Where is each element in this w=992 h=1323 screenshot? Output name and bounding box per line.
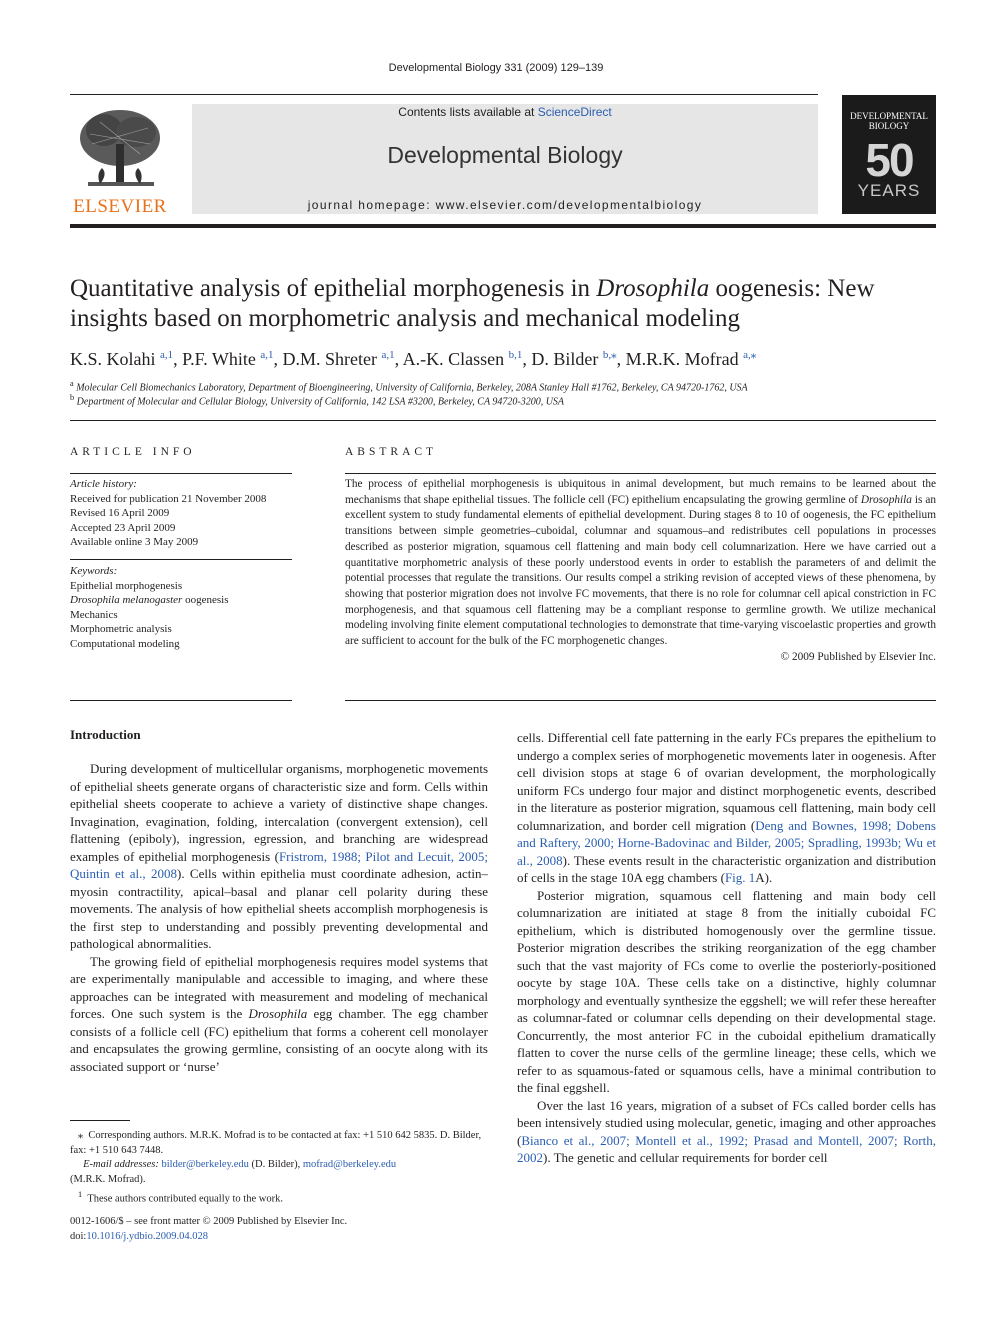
paragraph: The growing field of epithelial morphogenesis requires model systems that are experimentally manipulable and accessible to imaging, and where these approaches can be integrated with measurement and modeling of mechanical forces. One such system is the Drosophila egg chamber. The egg chamber consists of a follicle cell (FC) epithelium that forms a coherent cell monolayer and encapsulates the growing germline, consisting of an oocyte along with its associated support or ‘nurse’ bbox=[70, 953, 488, 1074]
abstract-text: The process of epithelial morphogenesis is ubiquitous in animal development, but much remains to be learned about the mechanisms that shape epithelial tissues. The follicle cell (FC) epithelium encapsulating the growing germline of Drosophila is an excellent system to study fundamental elements of epithelial development. During stages 8 to 10 of oogenesis, the FC epithelium transitions between simple geometries–cuboidal, columnar and squamous–and redistributes cell populations in processes described as posterior migration, squamous cell flattening and main body cell columnarization. Here we have carried out a quantitative morphometric analysis of these poorly understood events in order to establish the parameters of and delimit the potential processes that regulate the transitions. Our results compel a striking revision of accepted views of these phenomena, by showing that posterior migration does not involve FC movements, that there is no role for columnar cell apical constriction in FC morphogenesis, and that squamous cell flattening may be a compliant response to germline growth. We utilize mechanical modeling involving finite element computational technologies to demonstrate that time-varying viscoelastic properties and growth are sufficient to account for the bulk of the FC morphogenetic changes. © 2009 Published by Elsevier Inc. bbox=[345, 477, 936, 665]
author: M.R.K. Mofrad $^{a,⁎}$ bbox=[625, 349, 757, 369]
author: D. Bilder $^{b,⁎}$, bbox=[531, 349, 626, 369]
journal-citation: Developmental Biology 331 (2009) 129–139 bbox=[388, 62, 604, 74]
author: A.-K. Classen $^{b,1}$, bbox=[402, 349, 532, 369]
abstract-divider-bottom bbox=[345, 700, 936, 701]
footnote-rule bbox=[70, 1120, 130, 1121]
history-online: Available online 3 May 2009 bbox=[70, 536, 199, 548]
corresponding-author-note: ⁎ Corresponding authors. M.R.K. Mofrad is to be contacted at fax: +1 510 642 5835. D. Bilder, fax: +1 510 643 7448. bbox=[70, 1130, 482, 1156]
affiliation-b: $^b$ Department of Molecular and Cellular Biology, University of California, 142 LSA #3200, Berkeley, CA 94720-3200, USA bbox=[70, 393, 565, 408]
affiliation-a: $^a$ Molecular Cell Biomechanics Laboratory, Department of Bioengineering, University of California, Berkeley, 208A Stanley Hall #1762, Berkeley, CA 94720-1762, USA bbox=[70, 379, 748, 394]
citation-link[interactable]: Fristrom, 1988; Pilot and Lecuit, 2005; Quintin et al., 2008 bbox=[70, 848, 488, 881]
doi-link[interactable]: 10.1016/j.ydbio.2009.04.028 bbox=[86, 1230, 208, 1242]
article-history bbox=[70, 477, 292, 550]
info-divider-mid bbox=[70, 559, 292, 560]
abstract-heading: ABSTRACT bbox=[345, 446, 438, 458]
email-addresses: E-mail addresses: bilder@berkeley.edu (D. Bilder), mofrad@berkeley.edu (M.R.K. Mofrad). bbox=[70, 1159, 397, 1185]
article-info-heading: ARTICLE INFO bbox=[70, 446, 196, 458]
contents-available bbox=[192, 105, 818, 119]
article-title bbox=[70, 274, 940, 334]
front-matter-meta bbox=[70, 1215, 490, 1244]
email-link[interactable]: mofrad@berkeley.edu bbox=[302, 1159, 397, 1170]
keyword: Mechanics bbox=[70, 608, 118, 621]
citation-link[interactable]: Bianco et al., 2007; Montell et al., 1992; Prasad and Montell, 2007; Rorth, 2002 bbox=[517, 1132, 936, 1165]
keyword: Morphometric analysis bbox=[70, 623, 172, 635]
cover-title bbox=[842, 111, 936, 131]
section-heading-introduction: Introduction bbox=[70, 727, 141, 742]
email-link[interactable]: bilder@berkeley.edu bbox=[161, 1159, 249, 1170]
paragraph: cells. Differential cell fate patterning in the early FCs prepares the epithelium to undergo a complex series of morphogenetic movements later in oogenesis. After cell division stops at stage 6 of ovarian development, the morphologically uniform FCs undergo four major and distinct morphogenetic events, described in the literature as posterior migration, squamous cell flattening, main body cell columnarization, and border cell migration (Deng and Bownes, 1998; Dobens and Raftery, 2000; Horne-Badovinac and Bilder, 2005; Spradling, 1993b; Wu et al., 2008). These events result in the characteristic organization and distribution of cells in the stage 10A egg chambers (Fig. 1A). bbox=[517, 730, 936, 885]
abstract-divider-top bbox=[345, 473, 936, 474]
equal-contribution-note: $^1$ These authors contributed equally to the work. bbox=[77, 1189, 283, 1205]
issn-line: 0012-1606/$ – see front matter © 2009 Published by Elsevier Inc. bbox=[70, 1216, 348, 1227]
title-part-1: Quantitative analysis of epithelial morphogenesis in bbox=[70, 275, 597, 302]
keywords-label: Keywords: bbox=[70, 565, 118, 577]
keywords bbox=[70, 564, 292, 651]
paragraph: During development of multicellular organisms, morphogenetic movements of epithelial sheets generate organs of characteristic size and form. Cells within epithelial sheets cooperate to achieve a variety of distinctive shape changes. Invagination, evagination, folding, intercalation (convergent extension), cell flattening (epiboly), ingression, egression, and branching are widespread examples of epithelial morphogenesis (Fristrom, 1988; Pilot and Lecuit, 2005; Quintin et al., 2008). Cells within epithelia must coordinate adhesion, actin–myosin contractility, apical–basal and planar cell polarity during these movements. The analysis of how epithelial sheets accomplish morphogenesis is the first step to understanding and possibly preventing developmental and pathological abnormalities. bbox=[70, 761, 488, 951]
journal-homepage[interactable]: journal homepage: www.elsevier.com/developmentalbiology bbox=[307, 198, 703, 212]
body-column-left bbox=[70, 760, 488, 1075]
footnotes bbox=[70, 1129, 490, 1207]
author: K.S. Kolahi $^{a,1}$, bbox=[70, 349, 183, 369]
header-top-rule bbox=[70, 94, 818, 95]
cover-title-line-1: DEVELOPMENTAL bbox=[850, 111, 928, 121]
keyword: Computational modeling bbox=[70, 637, 180, 650]
paragraph: Posterior migration, squamous cell flattening and main body cell columnarization are initiated at stage 8 from the initially cuboidal FC epithelium, which is distributed homogenously over the germline tissue. Posterior migration describes the striking reorganization of the egg chamber such that the vast majority of FCs come to overlie the posteriorly-positioned oocyte by stage 10A. These cells take on a distinctive, highly columnar morphology and eventually synthesize the eggshell; we will refer these hereafter as columnar-fated or columnar cells depending on their developmental stage. Concurrently, the most anterior FC in the cuboidal epithelium dramatically flatten to cover the nurse cells of the germline lineage; these cells, which we refer to as squamous-fated or squamous cells, have a minimal contribution to the final eggshell. bbox=[517, 887, 936, 1095]
title-italic: Drosophila bbox=[596, 275, 710, 302]
history-received: Received for publication 21 November 2008 bbox=[70, 492, 267, 505]
info-divider-bottom bbox=[70, 700, 292, 701]
journal-title: Developmental Biology bbox=[387, 142, 623, 168]
title-divider bbox=[70, 420, 936, 421]
body-column-right bbox=[517, 729, 936, 1167]
figure-link[interactable]: Fig. 1 bbox=[724, 870, 756, 885]
header-bottom-rule bbox=[70, 224, 936, 228]
cover-title-line-2: BIOLOGY bbox=[868, 121, 910, 131]
doi-line: doi:10.1016/j.ydbio.2009.04.028 bbox=[70, 1230, 208, 1242]
cover-anniversary-number: 50 bbox=[865, 134, 913, 186]
cover-years: YEARS bbox=[857, 181, 921, 200]
info-divider-top bbox=[70, 473, 292, 474]
paragraph: Over the last 16 years, migration of a subset of FCs called border cells has been intensively studied using molecular, genetic, imaging and other approaches (Bianco et al., 2007; Montell et al., 1992; Prasad and Montell, 2007; Rorth, 2002). The genetic and cellular requirements for border cell bbox=[517, 1097, 936, 1165]
keyword: Drosophila melanogaster oogenesis bbox=[70, 594, 229, 606]
sciencedirect-link[interactable]: ScienceDirect bbox=[537, 105, 612, 119]
author: D.M. Shreter $^{a,1}$, bbox=[282, 349, 403, 369]
contents-prefix: Contents lists available at bbox=[398, 105, 538, 119]
citation-link[interactable]: Deng and Bownes, 1998; Dobens and Raftery, 2000; Horne-Badovinac and Bilder, 2005; Spradling, 1993b; Wu et al., 2008 bbox=[517, 817, 936, 868]
keyword: Epithelial morphogenesis bbox=[70, 579, 183, 592]
author-list bbox=[70, 343, 940, 371]
journal-cover-thumbnail bbox=[842, 95, 936, 214]
history-label: Article history: bbox=[70, 478, 137, 490]
author: P.F. White $^{a,1}$, bbox=[182, 349, 283, 369]
history-accepted: Accepted 23 April 2009 bbox=[70, 521, 176, 534]
publisher-wordmark: ELSEVIER bbox=[73, 196, 167, 217]
title-part-2: oogenesis: New insights based on morphometric analysis and mechanical modeling bbox=[70, 275, 875, 332]
abstract-copyright: © 2009 Published by Elsevier Inc. bbox=[780, 650, 936, 663]
history-revised: Revised 16 April 2009 bbox=[70, 507, 170, 519]
